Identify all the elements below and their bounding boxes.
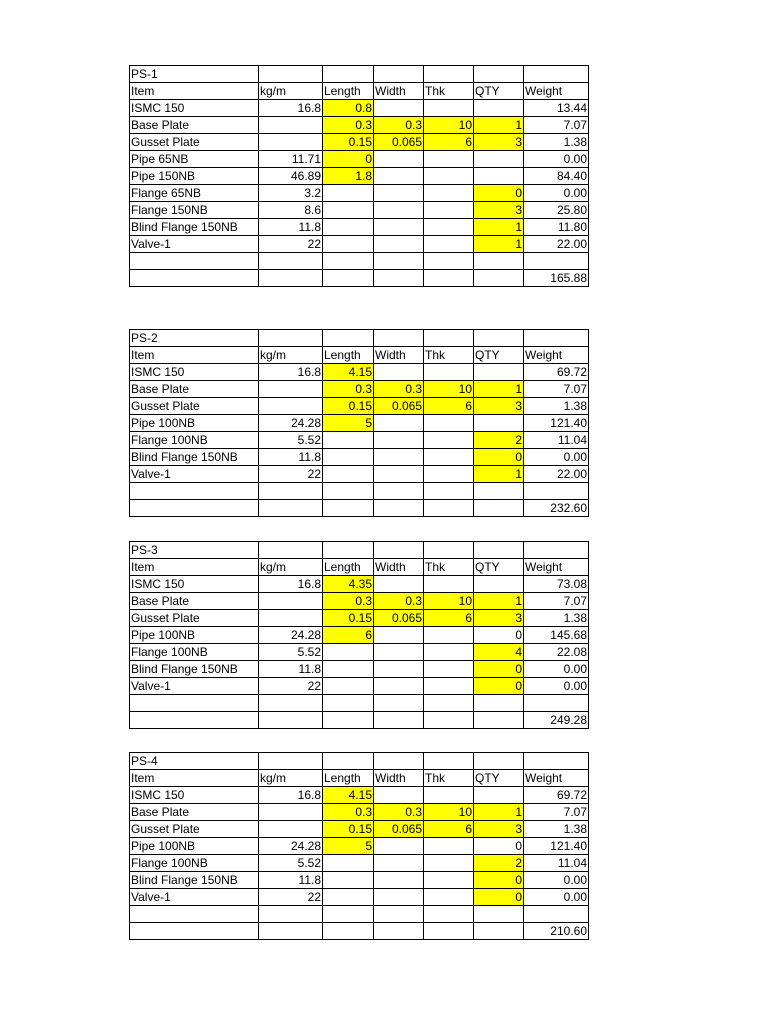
cell-item: ISMC 150	[130, 364, 259, 381]
cell-width	[374, 236, 424, 253]
header-item: Item	[130, 83, 259, 100]
cell-width	[374, 576, 424, 593]
cell-width: 0.3	[374, 593, 424, 610]
cell-weight: 1.38	[524, 398, 589, 415]
total-row	[130, 922, 589, 939]
cell-kgm: 16.8	[259, 787, 323, 804]
cell-kgm	[259, 117, 323, 134]
cell-thk	[424, 889, 474, 906]
table-title: PS-4	[130, 753, 259, 770]
header-qty: QTY	[474, 347, 524, 364]
cell-thk	[424, 219, 474, 236]
cell-kgm: 22	[259, 466, 323, 483]
cell-weight: 145.68	[524, 627, 589, 644]
cell-thk: 10	[424, 593, 474, 610]
cell-width: 0.065	[374, 610, 424, 627]
cell-length	[323, 855, 374, 872]
cell-item: Flange 100NB	[130, 432, 259, 449]
table-row	[130, 202, 589, 219]
cell-width: 0.3	[374, 381, 424, 398]
cell-weight: 13.44	[524, 100, 589, 117]
empty-row	[130, 695, 589, 712]
cell-thk	[424, 872, 474, 889]
cell-width	[374, 787, 424, 804]
cell-kgm: 11.8	[259, 449, 323, 466]
cell-qty: 0	[474, 889, 524, 906]
cell-kgm: 3.2	[259, 185, 323, 202]
cell-width	[374, 678, 424, 695]
cell-kgm	[259, 134, 323, 151]
table-row	[130, 117, 589, 134]
cell-kgm: 5.52	[259, 855, 323, 872]
cell-thk	[424, 466, 474, 483]
cell-width	[374, 202, 424, 219]
cell-item: Base Plate	[130, 381, 259, 398]
table-row	[130, 610, 589, 627]
cell-weight: 84.40	[524, 168, 589, 185]
table-row	[130, 466, 589, 483]
cell-width: 0.065	[374, 398, 424, 415]
cell-weight: 121.40	[524, 838, 589, 855]
cell-kgm: 8.6	[259, 202, 323, 219]
cell-thk	[424, 168, 474, 185]
header-weight: Weight	[524, 559, 589, 576]
header-kgm: kg/m	[259, 770, 323, 787]
table-row	[130, 449, 589, 466]
cell-qty: 0	[474, 678, 524, 695]
cell-qty: 3	[474, 821, 524, 838]
cell-width	[374, 644, 424, 661]
header-item: Item	[130, 347, 259, 364]
cell-qty: 0	[474, 627, 524, 644]
cell-item: Base Plate	[130, 804, 259, 821]
cell-thk	[424, 576, 474, 593]
cell-kgm: 46.89	[259, 168, 323, 185]
header-length: Length	[323, 770, 374, 787]
cell-weight: 7.07	[524, 804, 589, 821]
cell-length	[323, 678, 374, 695]
cell-thk	[424, 678, 474, 695]
cell-item: Valve-1	[130, 466, 259, 483]
cell-qty: 3	[474, 610, 524, 627]
table-row	[130, 236, 589, 253]
cell-kgm: 22	[259, 678, 323, 695]
table-row	[130, 627, 589, 644]
cell-weight: 0.00	[524, 872, 589, 889]
cell-length	[323, 236, 374, 253]
cell-thk	[424, 787, 474, 804]
empty-row	[130, 906, 589, 923]
empty-row	[130, 253, 589, 270]
cell-thk	[424, 661, 474, 678]
cell-kgm: 11.8	[259, 219, 323, 236]
title-row	[130, 66, 589, 83]
cell-item: Gusset Plate	[130, 134, 259, 151]
cell-length: 0.15	[323, 398, 374, 415]
cell-thk: 6	[424, 134, 474, 151]
cell-qty	[474, 787, 524, 804]
header-qty: QTY	[474, 770, 524, 787]
cell-weight: 11.04	[524, 432, 589, 449]
header-row	[130, 347, 589, 364]
table-title: PS-3	[130, 542, 259, 559]
cell-weight: 69.72	[524, 787, 589, 804]
cell-weight: 22.00	[524, 466, 589, 483]
cell-kgm	[259, 381, 323, 398]
cell-item: Valve-1	[130, 678, 259, 695]
cell-qty: 0	[474, 661, 524, 678]
cell-thk: 10	[424, 117, 474, 134]
table-ps-1	[129, 65, 589, 287]
cell-length: 0.3	[323, 593, 374, 610]
cell-width	[374, 219, 424, 236]
cell-weight: 11.80	[524, 219, 589, 236]
cell-item: ISMC 150	[130, 100, 259, 117]
cell-kgm: 22	[259, 889, 323, 906]
cell-item: Valve-1	[130, 889, 259, 906]
cell-weight: 25.80	[524, 202, 589, 219]
table-row	[130, 219, 589, 236]
table-row	[130, 889, 589, 906]
cell-thk: 6	[424, 398, 474, 415]
cell-thk	[424, 838, 474, 855]
cell-width: 0.065	[374, 134, 424, 151]
cell-qty: 2	[474, 855, 524, 872]
cell-item: Base Plate	[130, 117, 259, 134]
table-row	[130, 855, 589, 872]
cell-qty: 3	[474, 398, 524, 415]
table-row	[130, 432, 589, 449]
cell-kgm: 11.8	[259, 872, 323, 889]
cell-item: Pipe 150NB	[130, 168, 259, 185]
cell-length: 0.15	[323, 134, 374, 151]
cell-width	[374, 661, 424, 678]
cell-length: 4.35	[323, 576, 374, 593]
cell-item: Base Plate	[130, 593, 259, 610]
cell-qty: 0	[474, 185, 524, 202]
cell-width	[374, 185, 424, 202]
header-row	[130, 559, 589, 576]
cell-length: 0	[323, 151, 374, 168]
cell-item: Blind Flange 150NB	[130, 872, 259, 889]
header-qty: QTY	[474, 559, 524, 576]
cell-width	[374, 872, 424, 889]
cell-qty: 0	[474, 872, 524, 889]
table-row	[130, 821, 589, 838]
cell-width	[374, 100, 424, 117]
cell-qty: 4	[474, 644, 524, 661]
cell-qty: 1	[474, 236, 524, 253]
cell-kgm: 22	[259, 236, 323, 253]
cell-thk	[424, 855, 474, 872]
title-row	[130, 330, 589, 347]
cell-width	[374, 151, 424, 168]
header-weight: Weight	[524, 347, 589, 364]
cell-qty: 0	[474, 838, 524, 855]
cell-width	[374, 855, 424, 872]
cell-weight: 0.00	[524, 449, 589, 466]
cell-item: Blind Flange 150NB	[130, 449, 259, 466]
total-weight: 165.88	[524, 269, 589, 286]
cell-weight: 22.00	[524, 236, 589, 253]
cell-qty	[474, 168, 524, 185]
cell-weight: 0.00	[524, 185, 589, 202]
cell-thk: 6	[424, 610, 474, 627]
cell-thk	[424, 644, 474, 661]
cell-weight: 0.00	[524, 678, 589, 695]
cell-kgm	[259, 821, 323, 838]
table-row	[130, 678, 589, 695]
cell-item: Blind Flange 150NB	[130, 661, 259, 678]
cell-item: Pipe 100NB	[130, 627, 259, 644]
cell-kgm: 11.71	[259, 151, 323, 168]
cell-kgm	[259, 610, 323, 627]
table-ps-3	[129, 541, 589, 729]
header-qty: QTY	[474, 83, 524, 100]
cell-kgm: 16.8	[259, 364, 323, 381]
cell-item: Flange 150NB	[130, 202, 259, 219]
cell-width	[374, 168, 424, 185]
header-length: Length	[323, 347, 374, 364]
cell-width	[374, 889, 424, 906]
header-row	[130, 83, 589, 100]
cell-item: Flange 65NB	[130, 185, 259, 202]
table-ps-4	[129, 752, 589, 940]
header-row	[130, 770, 589, 787]
cell-qty: 1	[474, 593, 524, 610]
cell-length: 0.15	[323, 610, 374, 627]
cell-qty: 2	[474, 432, 524, 449]
cell-length: 0.3	[323, 117, 374, 134]
cell-qty: 1	[474, 381, 524, 398]
cell-qty: 1	[474, 466, 524, 483]
header-item: Item	[130, 770, 259, 787]
cell-length: 0.3	[323, 804, 374, 821]
cell-length	[323, 202, 374, 219]
cell-length: 4.15	[323, 364, 374, 381]
header-width: Width	[374, 83, 424, 100]
cell-qty: 3	[474, 134, 524, 151]
cell-length	[323, 432, 374, 449]
header-thk: Thk	[424, 770, 474, 787]
cell-thk	[424, 151, 474, 168]
cell-kgm: 24.28	[259, 415, 323, 432]
table-row	[130, 381, 589, 398]
cell-length: 0.3	[323, 381, 374, 398]
cell-length: 6	[323, 627, 374, 644]
cell-weight: 121.40	[524, 415, 589, 432]
cell-thk	[424, 236, 474, 253]
cell-width	[374, 466, 424, 483]
table-row	[130, 644, 589, 661]
total-weight: 210.60	[524, 922, 589, 939]
cell-weight: 7.07	[524, 381, 589, 398]
cell-item: Pipe 100NB	[130, 415, 259, 432]
cell-kgm: 16.8	[259, 100, 323, 117]
cell-kgm: 24.28	[259, 627, 323, 644]
cell-width: 0.3	[374, 804, 424, 821]
cell-kgm: 5.52	[259, 432, 323, 449]
header-width: Width	[374, 770, 424, 787]
cell-thk	[424, 449, 474, 466]
header-thk: Thk	[424, 347, 474, 364]
cell-kgm: 24.28	[259, 838, 323, 855]
cell-thk	[424, 364, 474, 381]
cell-width	[374, 364, 424, 381]
table-row	[130, 872, 589, 889]
cell-weight: 69.72	[524, 364, 589, 381]
table-row	[130, 100, 589, 117]
cell-item: ISMC 150	[130, 787, 259, 804]
cell-weight: 22.08	[524, 644, 589, 661]
cell-width	[374, 432, 424, 449]
cell-thk	[424, 415, 474, 432]
total-row	[130, 711, 589, 728]
empty-row	[130, 483, 589, 500]
cell-width: 0.065	[374, 821, 424, 838]
header-item: Item	[130, 559, 259, 576]
cell-weight: 7.07	[524, 117, 589, 134]
cell-qty	[474, 576, 524, 593]
cell-thk	[424, 100, 474, 117]
cell-item: Pipe 65NB	[130, 151, 259, 168]
table-row	[130, 787, 589, 804]
table-row	[130, 804, 589, 821]
cell-kgm: 11.8	[259, 661, 323, 678]
cell-thk	[424, 627, 474, 644]
cell-qty	[474, 151, 524, 168]
cell-kgm	[259, 593, 323, 610]
title-row	[130, 542, 589, 559]
cell-length: 1.8	[323, 168, 374, 185]
cell-thk: 10	[424, 381, 474, 398]
header-length: Length	[323, 83, 374, 100]
header-thk: Thk	[424, 83, 474, 100]
cell-kgm: 5.52	[259, 644, 323, 661]
cell-length	[323, 185, 374, 202]
cell-length	[323, 661, 374, 678]
title-row	[130, 753, 589, 770]
cell-length: 5	[323, 415, 374, 432]
cell-weight: 1.38	[524, 610, 589, 627]
cell-qty: 3	[474, 202, 524, 219]
cell-width	[374, 627, 424, 644]
cell-width: 0.3	[374, 117, 424, 134]
cell-weight: 73.08	[524, 576, 589, 593]
table-title: PS-2	[130, 330, 259, 347]
total-row	[130, 269, 589, 286]
cell-thk	[424, 432, 474, 449]
cell-qty	[474, 415, 524, 432]
cell-qty: 0	[474, 449, 524, 466]
cell-item: Valve-1	[130, 236, 259, 253]
total-weight: 249.28	[524, 711, 589, 728]
cell-length: 4.15	[323, 787, 374, 804]
table-row	[130, 151, 589, 168]
header-weight: Weight	[524, 770, 589, 787]
cell-item: Flange 100NB	[130, 855, 259, 872]
table-row	[130, 661, 589, 678]
cell-item: Gusset Plate	[130, 610, 259, 627]
cell-length	[323, 219, 374, 236]
cell-weight: 7.07	[524, 593, 589, 610]
table-row	[130, 398, 589, 415]
cell-qty	[474, 364, 524, 381]
table-ps-2	[129, 329, 589, 517]
cell-thk	[424, 202, 474, 219]
cell-weight: 0.00	[524, 889, 589, 906]
header-kgm: kg/m	[259, 559, 323, 576]
table-row	[130, 576, 589, 593]
header-kgm: kg/m	[259, 347, 323, 364]
cell-length: 5	[323, 838, 374, 855]
table-row	[130, 415, 589, 432]
cell-thk: 10	[424, 804, 474, 821]
header-length: Length	[323, 559, 374, 576]
table-title: PS-1	[130, 66, 259, 83]
cell-weight: 0.00	[524, 661, 589, 678]
cell-weight: 1.38	[524, 134, 589, 151]
table-row	[130, 185, 589, 202]
table-row	[130, 838, 589, 855]
cell-kgm	[259, 804, 323, 821]
cell-width	[374, 838, 424, 855]
cell-item: Blind Flange 150NB	[130, 219, 259, 236]
cell-width	[374, 415, 424, 432]
cell-qty	[474, 100, 524, 117]
cell-length	[323, 466, 374, 483]
cell-qty: 1	[474, 219, 524, 236]
cell-kgm	[259, 398, 323, 415]
header-kgm: kg/m	[259, 83, 323, 100]
cell-kgm: 16.8	[259, 576, 323, 593]
cell-item: Pipe 100NB	[130, 838, 259, 855]
header-weight: Weight	[524, 83, 589, 100]
cell-item: ISMC 150	[130, 576, 259, 593]
cell-length: 0.8	[323, 100, 374, 117]
table-row	[130, 168, 589, 185]
total-row	[130, 499, 589, 516]
cell-qty: 1	[474, 804, 524, 821]
cell-thk: 6	[424, 821, 474, 838]
header-width: Width	[374, 559, 424, 576]
cell-length: 0.15	[323, 821, 374, 838]
cell-weight: 1.38	[524, 821, 589, 838]
cell-length	[323, 644, 374, 661]
cell-item: Flange 100NB	[130, 644, 259, 661]
table-row	[130, 134, 589, 151]
cell-weight: 0.00	[524, 151, 589, 168]
cell-weight: 11.04	[524, 855, 589, 872]
header-thk: Thk	[424, 559, 474, 576]
cell-length	[323, 889, 374, 906]
cell-qty: 1	[474, 117, 524, 134]
cell-length	[323, 872, 374, 889]
table-row	[130, 593, 589, 610]
cell-width	[374, 449, 424, 466]
cell-item: Gusset Plate	[130, 398, 259, 415]
cell-length	[323, 449, 374, 466]
cell-thk	[424, 185, 474, 202]
cell-item: Gusset Plate	[130, 821, 259, 838]
table-row	[130, 364, 589, 381]
header-width: Width	[374, 347, 424, 364]
total-weight: 232.60	[524, 499, 589, 516]
